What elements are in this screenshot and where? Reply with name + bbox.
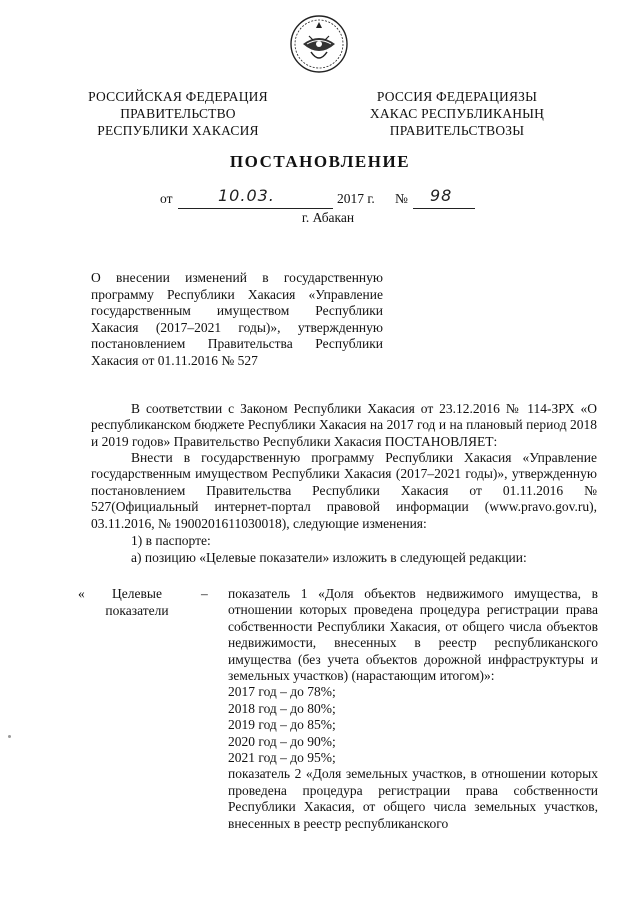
date-number-line bbox=[160, 188, 500, 210]
item-1a: а) позицию «Целевые показатели» изложить в следующей редакции: bbox=[131, 550, 527, 565]
number-prefix: № bbox=[395, 191, 408, 206]
city-line: г. Абакан bbox=[301, 210, 355, 225]
scan-mark bbox=[8, 735, 11, 738]
document-title: ПОСТАНОВЛЕНИЕ bbox=[229, 152, 411, 171]
preamble-paragraph: В соответствии с Законом Республики Хакасия от 23.12.2016 № 114-ЗРХ «О республиканском бюджете Республики Хакасия на 2017 год и на плановый период 2018 и 2019 годов» Правительство Республики Хакасия ПОСТАНОВЛЯЕТ: bbox=[91, 401, 597, 449]
item-1: 1) в паспорте: bbox=[131, 533, 211, 548]
handwritten-number: 98 bbox=[430, 186, 453, 205]
header-right-line-1: РОССИЯ ФЕДЕРАЦИЯЗЫ bbox=[376, 89, 538, 104]
indicator-1-text: показатель 1 «Доля объектов недвижимого имущества, в отношении которых проведена процедура регистрации права собственности Республики Хакасия, от общего числа объектов недвижимости, внесенных в реестр республиканского имущества (без учета объектов дорожной инфраструктуры и земельных участков) (нарастающим итогом)»: bbox=[228, 586, 598, 684]
year-target-2019: 2019 год – до 85%; bbox=[228, 717, 336, 733]
header-left-line-1: РОССИЙСКАЯ ФЕДЕРАЦИЯ bbox=[88, 89, 268, 104]
header-right-line-2: ХАКАС РЕСПУБЛИКАНЫҢ bbox=[369, 106, 545, 121]
table-dash: – bbox=[201, 586, 208, 601]
coat-of-arms-emblem bbox=[289, 14, 349, 74]
header-left-line-2: ПРАВИТЕЛЬСТВО bbox=[120, 106, 236, 121]
year-target-2021: 2021 год – до 95%; bbox=[228, 750, 336, 766]
table-content bbox=[228, 586, 598, 832]
year-target-2018: 2018 год – до 80%; bbox=[228, 700, 336, 716]
handwritten-date: 10.03. bbox=[218, 186, 275, 205]
document-subject: О внесении изменений в государственную программу Республики Хакасия «Управление государственным имуществом Республики Хакасия (2017–2021 годы)», утвержденную постановлением Правительства Республики Хакасия от 01.11.2016 № 527 bbox=[91, 270, 383, 368]
header-left-block bbox=[78, 88, 278, 139]
header-right-block bbox=[352, 88, 562, 139]
indicator-2-text: показатель 2 «Доля земельных участков, в отношении которых проведена процедура регистрации права собственности Республики Хакасия, от общего числа земельных участков, внесенных в реестр республиканского bbox=[228, 766, 598, 831]
table-label-target-indicators: Целевые показатели bbox=[105, 586, 169, 618]
year-target-2020: 2020 год – до 90%; bbox=[228, 733, 336, 749]
header-right-line-3: ПРАВИТЕЛЬСТВОЗЫ bbox=[389, 123, 525, 138]
header-left-line-3: РЕСПУБЛИКИ ХАКАСИЯ bbox=[97, 123, 259, 138]
amendment-paragraph: Внести в государственную программу Республики Хакасия «Управление государственным имуществом Республики Хакасия (2017–2021 годы)», утвержденную постановлением Правительства Республики Хакасия от 01.11.2016 № 527(Официальный интернет-портал правовой информации (www.pravo.gov.ru), 03.11.2016, № 1900201611030018), следующие изменения: bbox=[91, 450, 597, 531]
year-target-2017: 2017 год – до 78%; bbox=[228, 684, 336, 700]
date-year: 2017 г. bbox=[337, 191, 375, 206]
date-prefix: от bbox=[160, 191, 173, 206]
table-open-quote: « bbox=[78, 586, 85, 601]
